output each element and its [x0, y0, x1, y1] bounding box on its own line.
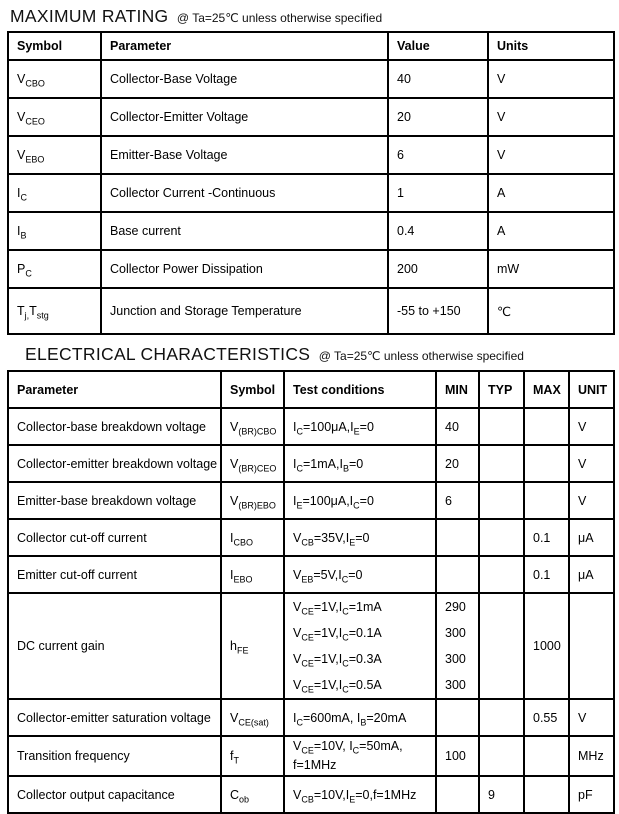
table-row-transition-frequency [8, 736, 614, 776]
condition-line: $V_{CE}=1V,I_C=0.3A$ [293, 652, 382, 669]
cell-parameter: Collector Current -Continuous [101, 174, 388, 212]
cell-unit: μA [569, 556, 614, 593]
cell-test-conditions: $I_E=100\mu A,I_C=0$ [284, 482, 436, 519]
cell-typ [479, 593, 524, 699]
col-header-min: MIN [436, 371, 479, 408]
col-header-parameter: Parameter [101, 32, 388, 60]
min-line: 300 [445, 678, 466, 692]
cell-test-conditions [284, 593, 436, 699]
cell-symbol: $V_{CEO}$ [8, 98, 101, 136]
table-row [8, 136, 614, 174]
cell-parameter: Emitter cut-off current [8, 556, 221, 593]
table-row [8, 174, 614, 212]
cell-unit: V [569, 482, 614, 519]
cell-test-conditions: $I_C=600mA$, $I_B=20mA$ [284, 699, 436, 736]
table-header-row [8, 371, 614, 408]
col-header-unit: UNIT [569, 371, 614, 408]
cell-parameter: Collector cut-off current [8, 519, 221, 556]
cell-unit: μA [569, 519, 614, 556]
cell-min [436, 519, 479, 556]
col-header-symbol: Symbol [221, 371, 284, 408]
table-row [8, 250, 614, 288]
col-header-value: Value [388, 32, 488, 60]
cell-symbol: $T_{j,}T_{stg}$ [8, 288, 101, 334]
cell-value: 40 [388, 60, 488, 98]
cell-unit: MHz [569, 736, 614, 776]
cell-symbol: $I_{EBO}$ [221, 556, 284, 593]
cell-parameter: Collector-emitter breakdown voltage [8, 445, 221, 482]
table-row [8, 699, 614, 736]
cell-symbol: $I_{CBO}$ [221, 519, 284, 556]
cell-parameter: Collector-Base Voltage [101, 60, 388, 98]
cell-min [436, 593, 479, 699]
cell-value: 20 [388, 98, 488, 136]
cell-symbol: $V_{(BR)CEO}$ [221, 445, 284, 482]
condition-line: $V_{CE}=10V$, $I_C=50mA$, [293, 739, 403, 756]
col-header-units: Units [488, 32, 614, 60]
cell-min: 6 [436, 482, 479, 519]
cell-symbol: $h_{FE}$ [221, 593, 284, 699]
cell-typ [479, 445, 524, 482]
cell-parameter: Emitter-base breakdown voltage [8, 482, 221, 519]
cell-units: V [488, 136, 614, 174]
cell-symbol: $V_{EBO}$ [8, 136, 101, 174]
table-row [8, 288, 614, 334]
cell-units: mW [488, 250, 614, 288]
cell-value: 200 [388, 250, 488, 288]
cell-test-conditions: $V_{CB}=35V,I_E=0$ [284, 519, 436, 556]
cell-parameter: Collector-Emitter Voltage [101, 98, 388, 136]
cell-typ [479, 519, 524, 556]
cell-units: V [488, 98, 614, 136]
max-rating-title [10, 6, 619, 27]
condition-line: $V_{CE}=1V,I_C=0.5A$ [293, 678, 382, 695]
cell-value: 6 [388, 136, 488, 174]
min-line: 300 [445, 652, 466, 666]
max-rating-subtitle: @ Ta=25℃ unless otherwise specified [176, 11, 383, 25]
col-header-parameter: Parameter [8, 371, 221, 408]
cell-parameter: Junction and Storage Temperature [101, 288, 388, 334]
cell-max: 0.55 [524, 699, 569, 736]
cell-typ [479, 736, 524, 776]
cell-symbol: $V_{CE(sat)}$ [221, 699, 284, 736]
cell-parameter: Collector Power Dissipation [101, 250, 388, 288]
cell-test-conditions [284, 736, 436, 776]
cell-min: 100 [436, 736, 479, 776]
cell-test-conditions: $I_C=100\mu A,I_E=0$ [284, 408, 436, 445]
table-row [8, 60, 614, 98]
cell-parameter: Emitter-Base Voltage [101, 136, 388, 174]
table-header-row [8, 32, 614, 60]
cell-typ [479, 408, 524, 445]
cell-min: 40 [436, 408, 479, 445]
condition-line: $V_{CE}=1V,I_C=1mA$ [293, 600, 382, 617]
cell-symbol: $V_{(BR)EBO}$ [221, 482, 284, 519]
col-header-test-conditions: Test conditions [284, 371, 436, 408]
cell-max [524, 776, 569, 813]
cell-value: -55 to +150 [388, 288, 488, 334]
cell-typ [479, 482, 524, 519]
cell-unit: V [569, 445, 614, 482]
cell-parameter: Base current [101, 212, 388, 250]
cell-test-conditions: $I_C=1mA,I_B=0$ [284, 445, 436, 482]
cell-min [436, 556, 479, 593]
electrical-title [25, 344, 619, 365]
max-rating-title-text: MAXIMUM RATING [10, 6, 169, 26]
table-row [8, 408, 614, 445]
cell-max [524, 445, 569, 482]
cell-units: A [488, 212, 614, 250]
max-rating-table [7, 31, 615, 335]
table-row-dc-current-gain [8, 593, 614, 699]
col-header-max: MAX [524, 371, 569, 408]
condition-line: f=1MHz [293, 758, 337, 772]
cell-symbol: $I_C$ [8, 174, 101, 212]
cell-symbol: $I_B$ [8, 212, 101, 250]
col-header-typ: TYP [479, 371, 524, 408]
cell-test-conditions: $V_{CB}=10V,I_E=0,f=1MHz$ [284, 776, 436, 813]
cell-parameter: Collector output capacitance [8, 776, 221, 813]
condition-line: $V_{CE}=1V,I_C=0.1A$ [293, 626, 382, 643]
cell-unit: pF [569, 776, 614, 813]
electrical-title-text: ELECTRICAL CHARACTERISTICS [25, 344, 311, 364]
cell-typ [479, 699, 524, 736]
cell-max: 0.1 [524, 519, 569, 556]
cell-units: V [488, 60, 614, 98]
cell-max [524, 408, 569, 445]
cell-min: 20 [436, 445, 479, 482]
electrical-table [7, 370, 615, 814]
min-line: 300 [445, 626, 466, 640]
cell-parameter: Transition frequency [8, 736, 221, 776]
cell-max [524, 736, 569, 776]
cell-symbol: $C_{ob}$ [221, 776, 284, 813]
cell-symbol: $f_T$ [221, 736, 284, 776]
cell-min [436, 699, 479, 736]
cell-unit: V [569, 408, 614, 445]
cell-units: ℃ [488, 288, 614, 334]
cell-value: 0.4 [388, 212, 488, 250]
cell-parameter: DC current gain [8, 593, 221, 699]
cell-symbol: $V_{(BR)CBO}$ [221, 408, 284, 445]
cell-unit: V [569, 699, 614, 736]
table-row [8, 776, 614, 813]
table-row [8, 482, 614, 519]
cell-units: A [488, 174, 614, 212]
table-row [8, 212, 614, 250]
cell-symbol: $V_{CBO}$ [8, 60, 101, 98]
table-row [8, 98, 614, 136]
electrical-subtitle: @ Ta=25℃ unless otherwise specified [318, 349, 524, 363]
cell-max [524, 482, 569, 519]
cell-typ: 9 [479, 776, 524, 813]
table-row [8, 519, 614, 556]
cell-test-conditions: $V_{EB}=5V,I_C=0$ [284, 556, 436, 593]
cell-parameter: Collector-base breakdown voltage [8, 408, 221, 445]
col-header-symbol: Symbol [8, 32, 101, 60]
table-row [8, 556, 614, 593]
cell-unit [569, 593, 614, 699]
min-line: 290 [445, 600, 466, 614]
cell-typ [479, 556, 524, 593]
cell-parameter: Collector-emitter saturation voltage [8, 699, 221, 736]
cell-min [436, 776, 479, 813]
cell-symbol: $P_C$ [8, 250, 101, 288]
table-row [8, 445, 614, 482]
cell-max: 1000 [524, 593, 569, 699]
cell-value: 1 [388, 174, 488, 212]
cell-max: 0.1 [524, 556, 569, 593]
